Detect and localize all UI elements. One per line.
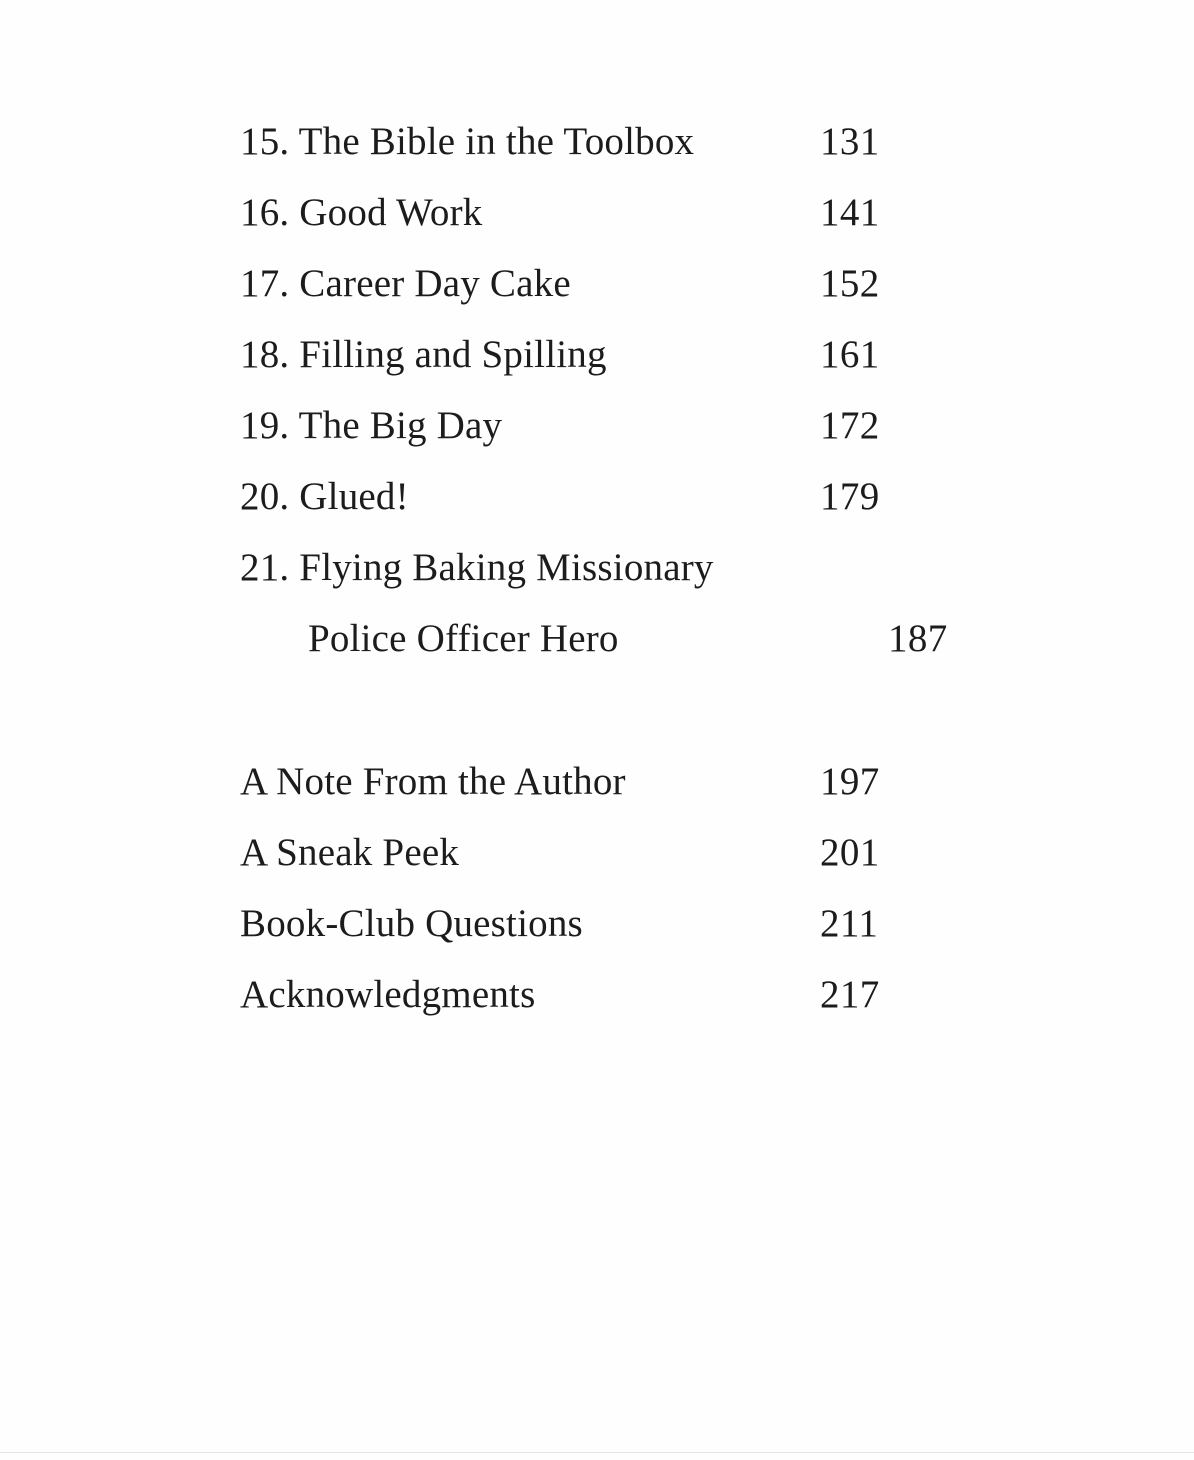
toc-entry[interactable]	[240, 831, 940, 902]
toc-entry[interactable]	[240, 191, 940, 262]
toc-entry-page: 217	[820, 973, 880, 1016]
toc-entry-title: 20. Glued!	[240, 475, 409, 518]
toc-entry-page: 211	[820, 902, 879, 945]
toc-entry-title: A Note From the Author	[240, 760, 626, 803]
toc-entry[interactable]	[240, 973, 940, 1044]
toc-entry-title: 21. Flying Baking Missionary	[240, 546, 714, 589]
toc-entry-page: 131	[820, 120, 880, 163]
toc-entry[interactable]	[240, 546, 940, 617]
toc-entry-page: 172	[820, 404, 880, 447]
toc-entry-page: 141	[820, 191, 880, 234]
toc-entry-page: 179	[820, 475, 880, 518]
toc-entry-continuation[interactable]	[240, 617, 948, 688]
toc-entry-title: A Sneak Peek	[240, 831, 460, 874]
toc-entry[interactable]	[240, 475, 940, 546]
toc-entry-page: 152	[820, 262, 880, 305]
toc-entry-page: 161	[820, 333, 880, 376]
toc-entry[interactable]	[240, 902, 940, 973]
toc-entry-title: 19. The Big Day	[240, 404, 503, 447]
toc-entry-title: 16. Good Work	[240, 191, 483, 234]
toc-entry[interactable]	[240, 404, 940, 475]
toc-group-back-matter	[240, 760, 940, 1044]
toc-entry[interactable]	[240, 760, 940, 831]
toc-group-divider	[240, 688, 940, 760]
toc-entry[interactable]	[240, 333, 940, 404]
toc-group-chapters	[240, 120, 948, 688]
toc-entry-title: 15. The Bible in the Toolbox	[240, 120, 695, 163]
toc-entry-page: 201	[820, 831, 880, 874]
toc-entry-title: 17. Career Day Cake	[240, 262, 571, 305]
toc-entry-title: Acknowledgments	[240, 973, 536, 1016]
toc-entry[interactable]	[240, 120, 940, 191]
toc-entry-title: Book-Club Questions	[240, 902, 583, 945]
page-bottom-divider	[0, 1452, 1194, 1453]
toc-entry-title: Police Officer Hero	[308, 617, 619, 660]
toc-entry-title: 18. Filling and Spilling	[240, 333, 607, 376]
toc-entry-page: 187	[888, 617, 948, 660]
toc-entry-page: 197	[820, 760, 880, 803]
table-of-contents	[240, 120, 948, 1044]
toc-entry[interactable]	[240, 262, 940, 333]
